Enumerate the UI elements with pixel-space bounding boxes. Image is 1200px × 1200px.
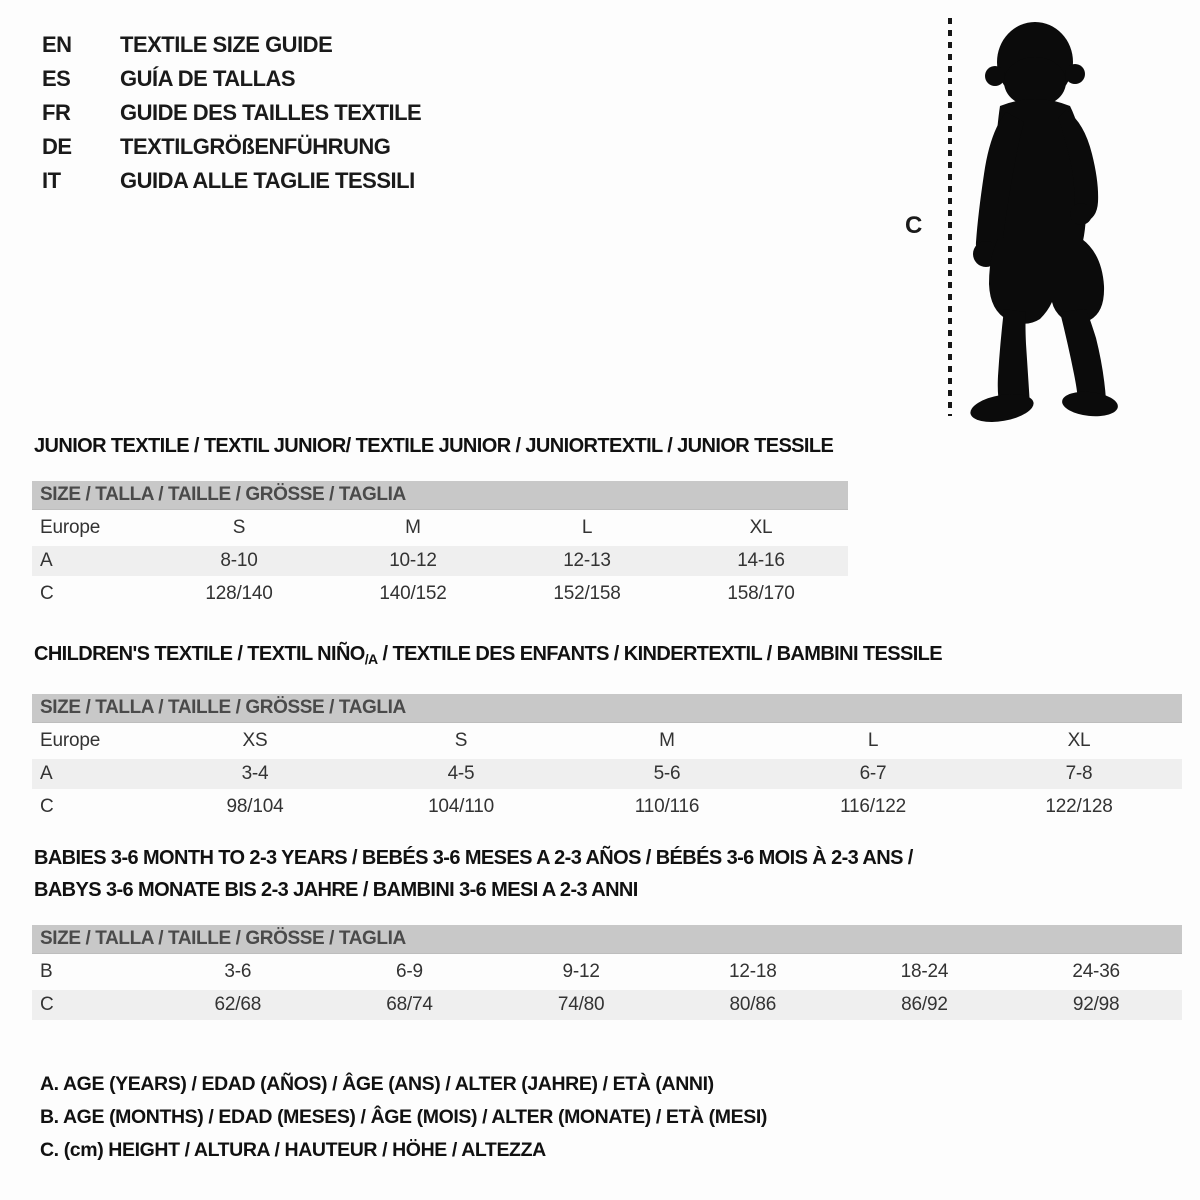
- language-code: FR: [42, 100, 71, 125]
- section-junior: [32, 434, 848, 612]
- size-cell: S: [454, 730, 468, 751]
- size-cell: 104/110: [428, 796, 494, 817]
- row-label: C: [40, 796, 54, 817]
- language-title: GUÍA DE TALLAS: [120, 66, 296, 91]
- size-table-header: [32, 481, 848, 510]
- size-cell: 5-6: [564, 759, 770, 789]
- height-measure-label: C: [905, 212, 923, 239]
- table-row: [32, 759, 1182, 789]
- size-cell: 140/152: [379, 583, 447, 604]
- section-babies: [32, 842, 1182, 1023]
- size-cell: M: [405, 517, 421, 538]
- language-row: [42, 130, 421, 164]
- size-table: [32, 954, 1182, 1023]
- section-title: BABIES 3-6 MONTH TO 2-3 YEARS / BEBÉS 3-6 MESES A 2-3 AÑOS / BÉBÉS 3-6 MOIS À 2-3 ANS / BABYS 3-6 MONATE BIS 2-3 JAHRE / BAMBINI 3-6 MESI A 2-3 ANNI: [34, 847, 913, 901]
- size-cell: XL: [1067, 730, 1091, 751]
- row-label: Europe: [40, 517, 101, 538]
- section-children: [32, 642, 1182, 825]
- size-cell: XS: [242, 730, 268, 751]
- size-table-header: [32, 694, 1182, 723]
- size-cell: 12-13: [500, 546, 674, 576]
- toddler-silhouette: [962, 14, 1147, 424]
- size-table-header-label: SIZE / TALLA / TAILLE / GRÖSSE / TAGLIA: [40, 484, 406, 505]
- size-cell: 110/116: [634, 796, 700, 817]
- language-row: [42, 28, 421, 62]
- table-row: [32, 990, 1182, 1020]
- section-title: CHILDREN'S TEXTILE / TEXTIL $NIÑO_{/A}$ / TEXTILE DES ENFANTS / KINDERTEXTIL / BAMBINI TESSILE: [34, 643, 943, 667]
- size-cell: XL: [749, 517, 773, 538]
- table-row: [32, 792, 1182, 822]
- size-cell: 74/80: [495, 990, 667, 1020]
- size-cell: 3-6: [224, 961, 252, 982]
- row-label: Europe: [40, 730, 101, 751]
- language-title: GUIDA ALLE TAGLIE TESSILI: [120, 168, 415, 193]
- size-cell: 7-8: [976, 759, 1182, 789]
- table-row: [32, 513, 848, 543]
- size-cell: 98/104: [226, 796, 284, 817]
- size-cell: L: [867, 730, 879, 751]
- section-title: JUNIOR TEXTILE / TEXTIL JUNIOR/ TEXTILE JUNIOR / JUNIORTEXTIL / JUNIOR TESSILE: [34, 435, 834, 457]
- height-measure-line: [948, 18, 952, 416]
- legend-line: B. AGE (MONTHS) / EDAD (MESES) / ÂGE (MOIS) / ALTER (MONATE) / ETÀ (MESI): [40, 1106, 767, 1128]
- size-table-header-label: SIZE / TALLA / TAILLE / GRÖSSE / TAGLIA: [40, 928, 406, 949]
- size-cell: 9-12: [562, 961, 600, 982]
- legend: [40, 1068, 767, 1167]
- size-cell: 8-10: [152, 546, 326, 576]
- size-cell: 86/92: [839, 990, 1011, 1020]
- language-row: [42, 96, 421, 130]
- size-cell: 158/170: [727, 583, 795, 604]
- size-cell: 92/98: [1010, 990, 1182, 1020]
- row-label: C: [40, 583, 54, 604]
- size-cell: 14-16: [674, 546, 848, 576]
- size-cell: 152/158: [553, 583, 621, 604]
- table-row: [32, 957, 1182, 987]
- table-row: [32, 579, 848, 609]
- row-label: A: [32, 546, 152, 576]
- table-row: [32, 726, 1182, 756]
- size-cell: 6-9: [396, 961, 423, 982]
- size-cell: L: [581, 517, 593, 538]
- language-row: [42, 164, 421, 198]
- row-label: A: [32, 759, 152, 789]
- language-code: EN: [42, 32, 72, 57]
- language-code: IT: [42, 168, 61, 193]
- size-cell: 128/140: [205, 583, 273, 604]
- legend-line: A. AGE (YEARS) / EDAD (AÑOS) / ÂGE (ANS) / ALTER (JAHRE) / ETÀ (ANNI): [40, 1073, 714, 1095]
- size-cell: 6-7: [770, 759, 976, 789]
- language-code: ES: [42, 66, 71, 91]
- size-cell: 80/86: [667, 990, 839, 1020]
- table-row: [32, 546, 848, 576]
- size-cell: 122/128: [1045, 796, 1113, 817]
- language-title: GUIDE DES TAILLES TEXTILE: [120, 100, 422, 125]
- size-cell: S: [232, 517, 246, 538]
- language-title: TEXTILE SIZE GUIDE: [120, 32, 333, 57]
- size-cell: 12-18: [728, 961, 777, 982]
- row-label: B: [40, 961, 53, 982]
- size-cell: 24-36: [1072, 961, 1120, 982]
- legend-line: C. (cm) HEIGHT / ALTURA / HAUTEUR / HÖHE / ALTEZZA: [40, 1139, 546, 1161]
- size-cell: 18-24: [900, 961, 949, 982]
- language-title-list: [42, 28, 421, 198]
- size-table: [32, 510, 848, 612]
- size-cell: 3-4: [152, 759, 358, 789]
- size-cell: 10-12: [326, 546, 500, 576]
- size-table: [32, 723, 1182, 825]
- size-cell: 4-5: [358, 759, 564, 789]
- size-table-header-label: SIZE / TALLA / TAILLE / GRÖSSE / TAGLIA: [40, 697, 406, 718]
- row-label: C: [32, 990, 152, 1020]
- size-table-header: [32, 925, 1182, 954]
- language-title: TEXTILGRÖßENFÜHRUNG: [120, 134, 391, 159]
- language-code: DE: [42, 134, 72, 159]
- size-cell: 116/122: [840, 796, 906, 817]
- size-cell: M: [659, 730, 675, 751]
- size-cell: 62/68: [152, 990, 324, 1020]
- size-cell: 68/74: [324, 990, 496, 1020]
- language-row: [42, 62, 421, 96]
